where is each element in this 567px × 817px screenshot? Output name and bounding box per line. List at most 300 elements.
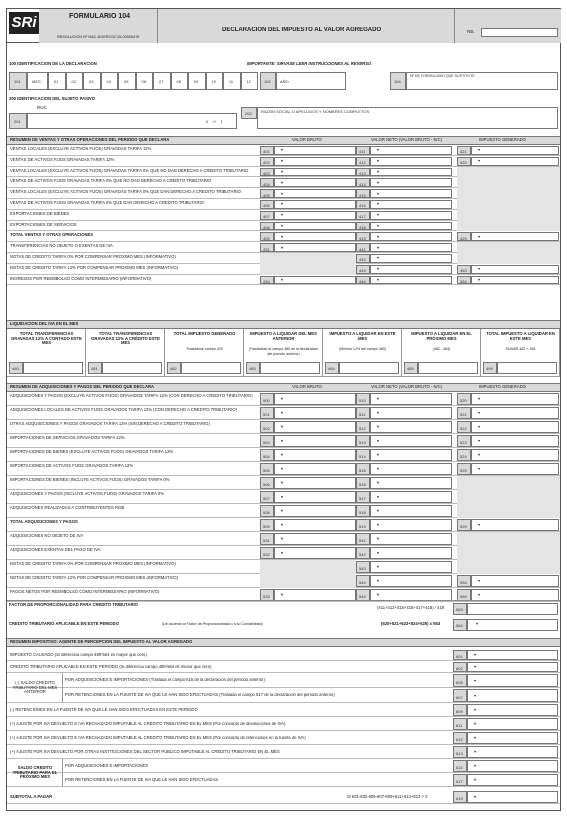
amount-field[interactable]: •	[370, 589, 452, 601]
field-code: 404	[260, 178, 274, 187]
table-row	[7, 490, 560, 504]
field-code: 508	[260, 505, 274, 517]
code-202: 202	[241, 107, 257, 119]
row-label: INGRESOS POR REEMBOLSO COMO INTERMEDIARIO (INFORMATIVO)	[10, 276, 152, 281]
table-row	[7, 420, 560, 434]
table-row	[7, 275, 560, 286]
field-code: 512	[356, 421, 370, 433]
resumen-row-label: (-) RETENCIONES EN LA FUENTE DE IVA QUE LE HAN SIDO EFECTUADAS EN ESTE PERÍODO	[10, 707, 198, 712]
row-label: VENTAS DE ACTIVOS FIJOS GRAVADAS TARIFA 12%	[10, 157, 115, 162]
code-101: 101	[9, 72, 27, 90]
column-header: IMPUESTO GENERADO	[479, 138, 526, 142]
amount-field[interactable]: •	[471, 407, 559, 419]
field-code: 419	[356, 232, 370, 241]
decl-title: 100 IDENTIFICACIÓN DE LA DECLARACIÓN	[9, 62, 97, 66]
amount-field[interactable]: •	[370, 222, 452, 231]
field-code: 411	[356, 146, 370, 155]
amount-field[interactable]: •	[274, 519, 356, 531]
amount-field[interactable]: •	[274, 168, 356, 177]
field-code: 442	[356, 254, 370, 263]
table-row	[7, 199, 560, 210]
field-code: 516	[356, 477, 370, 489]
field-code: 413	[356, 168, 370, 177]
saldo-anterior-group	[7, 673, 63, 703]
field-code: 542	[356, 547, 370, 559]
field-code: 523	[457, 435, 471, 447]
field-code: 511	[356, 407, 370, 419]
field-code: 601	[453, 650, 467, 660]
field-code: 545	[356, 589, 370, 601]
row-label: TOTAL VENTAS Y OTRAS OPERACIONES	[10, 233, 94, 238]
amount-field[interactable]: •	[370, 547, 452, 559]
liq-col-title: IMPUESTO A LIQUIDAR EN EL PRÓXIMO MES	[411, 332, 472, 341]
field-code: 519	[356, 519, 370, 531]
amount-field[interactable]: •	[274, 491, 356, 503]
liq-col-sub: Trasládese campo 429	[186, 347, 223, 351]
blank-cell	[457, 188, 560, 199]
resumen-row-label: (+) AJUSTE POR IVA DEVUELTO E IVA RECHAZADO IMPUTABLE AL CRÉDITO TRIBUTARIO EN EL MES (Por concepto de retenciones en la fuente de IVA)	[10, 735, 306, 740]
amount-field[interactable]: •	[370, 157, 452, 166]
field-code: 605	[453, 674, 467, 687]
row-label: NOTAS DE CRÉDITO TARIFA 12% POR COMPENSAR PRÓXIMO MES (INFORMATIVO)	[10, 265, 179, 270]
field-code: 453	[457, 265, 471, 274]
field-code: 532	[260, 547, 274, 559]
amount-field[interactable]: •	[467, 689, 558, 702]
amount-field[interactable]	[181, 362, 241, 374]
code-102: 102	[260, 72, 276, 90]
column-header: VALOR BRUTO	[292, 138, 322, 142]
liq-header-label: LIQUIDACIÓN DEL IVA EN EL MES	[10, 322, 79, 326]
amount-field[interactable]: •	[467, 791, 558, 803]
field-code: 612	[453, 732, 467, 744]
table-row	[7, 434, 560, 448]
amount-field[interactable]: •	[370, 232, 452, 241]
field-code: 499	[483, 362, 497, 374]
amount-field[interactable]: •	[471, 146, 559, 155]
resumen-row	[7, 731, 560, 745]
field-code: 434	[260, 276, 274, 285]
field-code: 418	[356, 222, 370, 231]
resumen-header-label: RESUMEN IMPOSITIVO: AGENTE DE PERCEPCIÓN DEL IMPUESTO AL VALOR AGREGADO	[10, 640, 193, 644]
field-code: 422	[457, 157, 471, 166]
field-code: 619	[453, 791, 467, 803]
amount-field[interactable]	[23, 362, 83, 374]
liq-col-title: IMPUESTO A LIQUIDAR DEL MES ANTERIOR	[250, 332, 317, 341]
amount-field[interactable]: •	[370, 491, 452, 503]
month-box[interactable]: 01	[48, 72, 66, 90]
suj-title: 200 IDENTIFICACIÓN DEL SUJETO PASIVO	[9, 97, 96, 101]
field-code: 531	[260, 533, 274, 545]
amount-field[interactable]: •	[471, 265, 559, 274]
amount-field[interactable]: •	[274, 463, 356, 475]
amount-field[interactable]: •	[274, 407, 356, 419]
table-row	[7, 177, 560, 188]
amount-field[interactable]: •	[370, 435, 452, 447]
amount-field[interactable]: •	[370, 243, 452, 252]
liq-column	[481, 329, 560, 377]
month-box[interactable]: 09	[188, 72, 206, 90]
amount-field[interactable]: •	[370, 561, 452, 573]
amount-field[interactable]: •	[370, 463, 452, 475]
field-code: 520	[457, 393, 471, 405]
group-label: SALDO CRÉDITO TRIBUTARIO PARA EL PRÓXIMO MES	[12, 766, 58, 780]
table-row	[7, 406, 560, 420]
field-code: 617	[453, 774, 467, 786]
row-label: VENTAS LOCALES (EXCLUYE ACTIVOS FIJOS) GRAVADAS TARIFA 0% QUE DAN DERECHO A CRÉDITO TRIBUTARIO	[10, 190, 241, 195]
resumen-row-label: (+) AJUSTE POR IVA DEVUELTO POR OTRAS INSTITUCIONES DEL SECTOR PÚBLICO IMPUTABLE AL CRÉDITO TRIBUTARIO EN EL MES	[10, 749, 280, 754]
amount-field[interactable]: •	[467, 746, 558, 758]
blank-cell	[260, 253, 356, 264]
liq-header	[7, 320, 560, 329]
credito-field[interactable]: •	[467, 619, 558, 631]
resumen-row	[7, 759, 560, 773]
field-code: 607	[453, 689, 467, 702]
amount-field[interactable]: •	[471, 157, 559, 166]
resumen-row-label: (+) AJUSTE POR IVA DEVUELTO E IVA RECHAZADO IMPUTABLE AL CRÉDITO TRIBUTARIO EN EL MES (Por concepto de devoluciones de IVA)	[10, 721, 286, 726]
table-row	[7, 462, 560, 476]
amount-field[interactable]: •	[370, 265, 452, 274]
blank-cell	[457, 546, 560, 560]
blank-cell	[457, 221, 560, 232]
month-box[interactable]: 12	[241, 72, 259, 90]
field-code: 524	[457, 449, 471, 461]
amount-field[interactable]: •	[274, 449, 356, 461]
field-code: 412	[356, 157, 370, 166]
sri-logo: SRi	[9, 12, 39, 34]
resolution: RESOLUCIÓN Nº NAC-DGERCGC15-00000476	[57, 35, 140, 39]
resumen-row	[7, 773, 560, 787]
table-row	[7, 264, 560, 275]
amount-field[interactable]: •	[471, 463, 559, 475]
month-box[interactable]: 04	[101, 72, 119, 90]
table-row	[7, 392, 560, 406]
row-label: ADQUISICIONES Y PAGOS (INCLUYE ACTIVOS FIJOS) GRAVADOS TARIFA 0%	[10, 492, 164, 496]
table-row	[7, 532, 560, 546]
amount-field[interactable]: •	[471, 232, 559, 241]
amount-field[interactable]	[418, 362, 478, 374]
table-row	[7, 448, 560, 462]
form-page	[6, 8, 561, 811]
mes-label-box: MES	[27, 72, 48, 90]
amount-field[interactable]: •	[370, 168, 452, 177]
liq-col-sub: SUMAR 483 + 484	[505, 347, 536, 351]
table-row	[7, 221, 560, 232]
subtotal-formula: Si 601-602-605-607-609+611+612+613 > 0	[347, 795, 428, 799]
blank-cell	[457, 532, 560, 546]
resumen-row	[7, 703, 560, 717]
month-box[interactable]: 06	[136, 72, 154, 90]
column-header: IMPUESTO GENERADO	[479, 385, 526, 389]
amount-field[interactable]: •	[370, 477, 452, 489]
field-code: 507	[260, 491, 274, 503]
field-code: 431	[260, 243, 274, 252]
row-label: VENTAS DE ACTIVOS FIJOS GRAVADAS TARIFA 0% QUE NO DAN DERECHO A CRÉDITO TRIBUTARIO	[10, 179, 212, 184]
field-code: 429	[457, 232, 471, 241]
form-number-field[interactable]	[481, 28, 558, 37]
row-label: VENTAS LOCALES (EXCLUYE ACTIVOS FIJOS) GRAVADAS TARIFA 12%	[10, 147, 152, 151]
factor-field[interactable]	[467, 603, 558, 615]
field-code: 514	[356, 449, 370, 461]
month-box[interactable]: 03	[83, 72, 101, 90]
field-code: 615	[453, 760, 467, 772]
table-row	[7, 210, 560, 221]
field-code: 483	[246, 362, 260, 374]
table-row	[7, 145, 560, 156]
amount-field[interactable]: •	[274, 200, 356, 209]
ruc-field[interactable]: 0 0 1	[27, 113, 237, 129]
row-label: ADQUISICIONES NO OBJETO DE IVA	[10, 534, 84, 538]
code-201: 201	[9, 113, 27, 129]
amount-field[interactable]: •	[274, 178, 356, 187]
table-row	[7, 156, 560, 167]
factor-label: FACTOR DE PROPORCIONALIDAD PARA CRÉDITO TRIBUTARIO	[9, 603, 138, 607]
field-code: 503	[260, 435, 274, 447]
liq-col-title: TOTAL IMPUESTO GENERADO	[173, 332, 236, 336]
field-code: 454	[457, 276, 471, 285]
amount-field[interactable]: •	[274, 505, 356, 517]
liq-col-sub: (482 - 484)	[432, 347, 451, 351]
table-row	[7, 546, 560, 560]
amount-field[interactable]: •	[274, 222, 356, 231]
resumen-row	[7, 661, 560, 673]
amount-field[interactable]	[497, 362, 557, 374]
row-label: IMPORTACIONES DE ACTIVOS FIJOS GRAVADOS TARIFA 12%	[10, 464, 134, 468]
razon-field[interactable]: RAZÓN SOCIAL O APELLIDOS Y NOMBRES COMPLETOS	[257, 107, 558, 129]
amount-field[interactable]: •	[274, 589, 356, 601]
month-box[interactable]: 05	[118, 72, 136, 90]
blank-cell	[260, 264, 356, 275]
field-code: 535	[260, 589, 274, 601]
field-code: 522	[457, 421, 471, 433]
liq-column	[7, 329, 86, 377]
month-box[interactable]: 02	[66, 72, 84, 90]
ruc-label: RUC	[37, 106, 47, 110]
amount-field[interactable]: •	[274, 533, 356, 545]
header	[7, 9, 560, 43]
row-label: VENTAS LOCALES (EXCLUYE ACTIVOS FIJOS) GRAVADAS TARIFA 0% QUE NO DAN DERECHO A CRÉDITO TRIBUTARIO	[10, 168, 249, 173]
field-code: 541	[356, 533, 370, 545]
amount-field[interactable]: •	[370, 407, 452, 419]
amount-field[interactable]: •	[274, 211, 356, 220]
row-label: NOTAS DE CRÉDITO TARIFA 12% POR COMPENSAR PRÓXIMO MES (INFORMATIVO)	[10, 576, 179, 580]
code-563: 563	[453, 603, 467, 615]
amount-field[interactable]: •	[467, 718, 558, 730]
blank-cell	[457, 560, 560, 574]
table-row	[7, 504, 560, 518]
blank-cell	[457, 504, 560, 518]
row-label: ADQUISICIONES Y PAGOS (EXCLUYE ACTIVOS FIJOS) GRAVADOS TARIFA 12% (CON DERECHO A CRÉDITO TRIBUTARIO)	[10, 394, 253, 398]
amount-field[interactable]: •	[467, 704, 558, 716]
amount-field[interactable]: •	[467, 760, 558, 772]
blank-cell	[457, 490, 560, 504]
row-label: IMPORTACIONES DE SERVICIOS GRAVADOS TARIFA 12%	[10, 436, 125, 440]
table-row	[7, 231, 560, 242]
field-code: 555	[457, 589, 471, 601]
amount-field[interactable]	[339, 362, 399, 374]
table-row	[7, 560, 560, 574]
field-code: 504	[260, 449, 274, 461]
resumen-row	[7, 717, 560, 731]
credito-sub: (De acuerdo al Factor de Proporcionalidad o a su Contabilidad)	[162, 622, 263, 626]
blank-cell	[260, 560, 356, 574]
month-box[interactable]: 11	[223, 72, 241, 90]
amount-field[interactable]: •	[370, 276, 452, 285]
no-label: No.	[467, 30, 475, 35]
amount-field[interactable]: •	[471, 449, 559, 461]
field-code: 509	[260, 519, 274, 531]
field-code: 409	[260, 232, 274, 241]
amount-field[interactable]: •	[370, 519, 452, 531]
column-header: VALOR BRUTO	[292, 385, 322, 389]
amount-field[interactable]	[102, 362, 162, 374]
amount-field[interactable]: •	[467, 732, 558, 744]
amount-field[interactable]: •	[370, 254, 452, 263]
saldo-proximo-group	[7, 759, 63, 787]
amount-field[interactable]: •	[274, 421, 356, 433]
field-code: 502	[260, 421, 274, 433]
month-box[interactable]: 10	[206, 72, 224, 90]
amount-field[interactable]: •	[274, 232, 356, 241]
amount-field[interactable]: •	[370, 575, 452, 587]
blank-cell	[457, 476, 560, 490]
field-code: 481	[88, 362, 102, 374]
table-row	[7, 167, 560, 178]
resumen-row-label: POR RETENCIONES EN LA FUENTE DE IVA QUE LE HAN SIDO EFECTUADAS (Traslada el campo 617 de la declaración del período anterior)	[65, 693, 335, 697]
field-code: 500	[260, 393, 274, 405]
row-label: IMPORTACIONES DE BIENES (EXCLUYE ACTIVOS FIJOS) GRAVADOS TARIFA 12%	[10, 450, 174, 454]
amount-field[interactable]: •	[274, 276, 356, 285]
amount-field[interactable]: •	[370, 189, 452, 198]
amount-field[interactable]: •	[370, 211, 452, 220]
blank-cell	[457, 199, 560, 210]
table-row	[7, 518, 560, 532]
liq-column	[244, 329, 323, 377]
amount-field[interactable]: •	[274, 393, 356, 405]
form-number: FORMULARIO 104	[69, 13, 131, 20]
code-104: 104	[390, 72, 406, 90]
field-code: 401	[260, 146, 274, 155]
amount-field[interactable]: •	[471, 519, 559, 531]
row-label: TOTAL ADQUISICIONES Y PAGOS	[10, 520, 78, 524]
resumen-row-label: IMPUESTO CAUSADO (Si diferencia campo 499-564 es mayor que cero)	[10, 652, 147, 657]
liq-col-title: TOTAL TRANSFERENCIAS GRAVADAS 12% A CRÉDITO ESTE MES	[91, 332, 160, 346]
row-label: IMPORTACIONES DE BIENES (INCLUYE ACTIVOS FIJOS) GRAVADOS TARIFA 0%	[10, 478, 170, 482]
row-label: OTRAS ADQUISICIONES Y PAGOS GRAVADOS TARIFA 12% (SIN DERECHO A CRÉDITO TRIBUTARIO)	[10, 422, 210, 426]
row-label: PAGOS NETOS POR REEMBOLSO COMO INTERMEDIARIO (INFORMATIVO)	[10, 590, 160, 594]
row-label: ADQUISICIONES REALIZADAS A CONTRIBUYENTES RISE	[10, 506, 125, 510]
row-label: ADQUISICIONES LOCALES DE ACTIVOS FIJOS GRAVADOS TARIFA 12% (CON DERECHO A CRÉDITO TRIBUTARIO)	[10, 408, 238, 412]
amount-field[interactable]: •	[471, 575, 559, 587]
amount-field[interactable]: •	[471, 435, 559, 447]
field-code: 611	[453, 718, 467, 730]
row-label: NOTAS DE CRÉDITO TARIFA 0% POR COMPENSAR PRÓXIMO MES (INFORMATIVO)	[10, 562, 176, 566]
amount-field[interactable]: •	[274, 157, 356, 166]
field-code: 403	[260, 168, 274, 177]
group-label: (-) SALDO CRÉDITO TRIBUTARIO DEL MES ANTERIOR	[12, 681, 58, 695]
field-code: 529	[457, 519, 471, 531]
header-divider	[157, 9, 158, 43]
row-label: VENTAS DE ACTIVOS FIJOS GRAVADAS TARIFA 0% QUE DAN DERECHO A CRÉDITO TRIBUTARIO	[10, 201, 204, 205]
amount-field[interactable]: •	[274, 477, 356, 489]
amount-field[interactable]: •	[370, 505, 452, 517]
field-code: 544	[356, 575, 370, 587]
amount-field[interactable]: •	[274, 547, 356, 559]
amount-field[interactable]: •	[471, 421, 559, 433]
field-code: 525	[457, 463, 471, 475]
amount-field[interactable]: •	[370, 146, 452, 155]
amount-field[interactable]: •	[274, 435, 356, 447]
sustituye-field[interactable]: Nº DE FORMULARIO QUE SUSTITUYE	[406, 72, 558, 90]
blank-cell	[457, 210, 560, 221]
amount-field[interactable]: •	[471, 589, 559, 601]
month-box[interactable]: 08	[171, 72, 189, 90]
field-code: 506	[260, 477, 274, 489]
blank-cell	[457, 167, 560, 178]
field-code: 510	[356, 393, 370, 405]
amount-field[interactable]: •	[467, 650, 558, 660]
field-code: 415	[356, 189, 370, 198]
month-box[interactable]: 07	[153, 72, 171, 90]
liq-column	[86, 329, 165, 377]
field-code: 444	[356, 276, 370, 285]
resumen-row-label: SUBTOTAL A PAGAR	[10, 794, 53, 799]
amount-field[interactable]: •	[370, 393, 452, 405]
field-code: 408	[260, 222, 274, 231]
credito-formula: (520+521+523+524+525) x 563	[381, 622, 441, 626]
resumen-row	[7, 649, 560, 661]
amount-field[interactable]: •	[274, 243, 356, 252]
field-code: 443	[356, 265, 370, 274]
resumen-row-label: POR ADQUISICIONES E IMPORTACIONES	[65, 763, 149, 768]
amount-field[interactable]: •	[370, 421, 452, 433]
amount-field[interactable]: •	[370, 449, 452, 461]
liq-col-title: TOTAL IMPUESTO A LIQUIDAR EN ESTE MES	[486, 332, 555, 341]
field-code: 501	[260, 407, 274, 419]
field-code: 518	[356, 505, 370, 517]
row-label: EXPORTACIONES DE BIENES	[10, 211, 70, 216]
row-label: EXPORTACIONES DE SERVICIOS	[10, 222, 77, 227]
factor-formula: (411+412+415+416+417+418) / 419	[377, 606, 445, 610]
resumen-row-label: POR ADQUISICIONES E IMPORTACIONES (Traslada el campo 615 de la declaración del período anterior)	[65, 678, 265, 682]
field-code: 441	[356, 243, 370, 252]
amount-field[interactable]: •	[471, 393, 559, 405]
anio-field[interactable]: AÑO	[276, 72, 346, 90]
column-header: VALOR NETO (VALOR BRUTO - N/C)	[371, 385, 443, 389]
field-code: 482	[167, 362, 181, 374]
amount-field[interactable]: •	[467, 674, 558, 687]
amount-field[interactable]: •	[274, 146, 356, 155]
row-label: ADQUISICIONES EXENTAS DEL PAGO DE IVA	[10, 548, 101, 552]
field-code: 406	[260, 200, 274, 209]
amount-field[interactable]: •	[370, 533, 452, 545]
resumen-row	[7, 745, 560, 759]
amount-field[interactable]: •	[370, 200, 452, 209]
amount-field[interactable]: •	[467, 774, 558, 786]
divider	[7, 600, 560, 601]
blank-cell	[457, 253, 560, 264]
credito-label: CRÉDITO TRIBUTARIO APLICABLE EN ESTE PERÍODO	[9, 622, 119, 626]
amount-field[interactable]	[260, 362, 320, 374]
field-code: 421	[457, 146, 471, 155]
amount-field[interactable]: •	[274, 189, 356, 198]
liq-col-title: TOTAL TRANSFERENCIAS GRAVADAS 12% A CONTADO ESTE MES	[11, 332, 82, 346]
field-code: 480	[9, 362, 23, 374]
amount-field[interactable]: •	[471, 276, 559, 285]
field-code: 517	[356, 491, 370, 503]
amount-field[interactable]: •	[370, 178, 452, 187]
amount-field[interactable]: •	[467, 662, 558, 672]
field-code: 513	[356, 435, 370, 447]
